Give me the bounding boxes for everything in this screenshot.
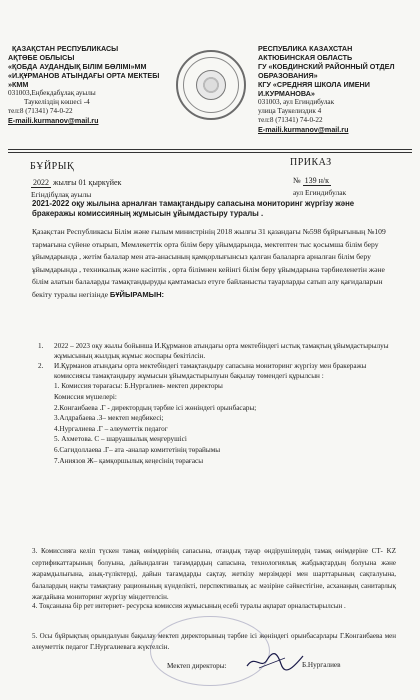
commission-member: 5. Ахметова. С – шаруашылық меңгерушісі [54, 435, 187, 444]
header-right-russian [258, 44, 418, 134]
header-left-address1: 031003,Еңбекдабұлақ ауылы [8, 89, 96, 97]
header-right-email: E-maili.kurmanov@mail.ru [258, 125, 349, 134]
signature-label: Мектеп директоры: [167, 662, 227, 670]
paragraph-5: 5. Осы бұйрықтың орындалуын бақылау мектеп директорының тәрбие ісі жөніндегі орынбасарлары Г.Конгаибаева мен әлеуметтік педагог Г.Нургалиевага жүктелсін. [32, 632, 396, 651]
commission-chair: 1. Комиссия төрағасы: Б.Нургалиев- мектеп директоры [54, 382, 223, 391]
header-right-line1: РЕСПУБЛИКА КАЗАХСТАН [258, 44, 353, 53]
header-left-phone: тел:8 (71341) 74-0-22 [8, 107, 73, 115]
commission-members-label: Комиссия мүшелері: [54, 392, 117, 401]
header-left-email: E-maili.kurmanov@mail.ru [8, 116, 99, 125]
order-items [32, 342, 398, 466]
emblem-center [196, 70, 226, 100]
handwritten-signature [245, 650, 305, 672]
order-number-value: 139 н/к [304, 176, 330, 185]
header-right-line2: АКТЮБИНСКАЯ ОБЛАСТЬ [258, 53, 353, 62]
order-keyword: БҰЙЫРАМЫН: [109, 289, 165, 299]
header-left-line4: «И.ҚҰРМАНОВ АТЫНДАҒЫ ОРТА МЕКТЕБІ »КММ [8, 71, 160, 89]
item-number: 1. [38, 342, 44, 350]
order-number-sign: № [293, 176, 301, 185]
commission-member: 2.Конгаибаева .Г - директордың тәрбие ісі жөніндегі орынбасары; [54, 403, 257, 412]
item-number: 2. [38, 362, 44, 371]
list-item [32, 362, 398, 381]
order-subject-title: 2021-2022 оқу жылына арналған тамақтандыру сапасына мониторинг жүргізу және бракеражы комиссияның жұмысын ұйымдастыру туралы . [32, 199, 355, 218]
header-divider-top [8, 149, 412, 150]
village-russian: аул Егиндибулак [293, 188, 347, 197]
order-title-russian: ПРИКАЗ [290, 157, 332, 168]
preamble [32, 226, 400, 302]
order-date [31, 178, 121, 187]
header-left-line3: «ҚОБДА АУДАНДЫҚ БІЛІМ БӨЛІМІ»ММ [8, 62, 147, 71]
header-divider-bottom [8, 152, 412, 153]
commission-member: 6.Сагидоллаева .Г– ата -аналар комитетінің төрайымы [54, 445, 221, 454]
order-year: 2022 [33, 178, 49, 187]
list-item [32, 342, 398, 361]
commission-member: 7.Аниязов Ж– қамқоршылық кеңесінің төрағасы [54, 456, 204, 465]
item-text: 2022 – 2023 оқу жылы бойынша И.Құрманов атындағы орта мектебіндегі ыстық тамақтың ұйымдастырылуы жұмысының жылдық жұмыс жоспары бекітілсін. [54, 342, 389, 360]
commission-member: 3.Алдрабаева .З– мектеп медбикесі; [54, 414, 164, 423]
header-right-line4: КГУ «СРЕДНЯЯ ШКОЛА ИМЕНИ И.КУРМАНОВА» [258, 80, 370, 98]
header-left-line2: АҚТӨБЕ ОБЛЫСЫ [8, 53, 75, 62]
coat-of-arms-emblem [176, 50, 246, 120]
header-left-address2: Таукеліздің көшесі -4 [24, 98, 90, 106]
order-date-text: жылғы 01 қыркүйек [53, 178, 122, 187]
header-right-line3: ГУ «КОБДИНСКИЙ РАЙОННЫЙ ОТДЕЛ ОБРАЗОВАНИЯ» [258, 62, 395, 80]
header-right-phone: тел:8 (71341) 74-0-22 [258, 116, 323, 124]
commission-members [32, 381, 398, 466]
header-left-line1: ҚАЗАҚСТАН РЕСПУБЛИКАСЫ [12, 44, 119, 53]
header-right-address2: улица Таукелиздик 4 [258, 107, 322, 115]
preamble-text: Қазақстан Республикасы Білім және ғылым министрінің 2018 жылғы 31 қазандағы №598 бұйрығының №109 тармағына сүйене отырып, Мемлекеттік орта білім беру ұйымдарында, мектептен тыс қосымша білім беру ұйымдарында , жетім балалар мен ата-анасының қамқорлығынсыз қалған балаларға арналған білім беру ұйымдарында , техникалық және кәсіптік , орта білімнен кейінгі білім беру ұйымдарына тәрбиеленетін және білім алатын балаларды тамақтандыруды қамтамасыз етуге байланысты тауарларды сатып алу қағидаларын бекіту туралы негізінде [32, 227, 386, 299]
order-title-kazakh: БҰЙРЫҚ [30, 161, 75, 172]
paragraph-4: 4. Тоқсанына бір рет интернет- ресурска комиссия жұмысының есебі туралы ақпарат орналастырылсын . [32, 602, 346, 610]
item-text: И.Құрманов атындағы орта мектебіндегі тамақтандыру сапасына мониторинг жүргізу мен бракеражы комиссиясы тамақтандыру жұмысын ұйымдастырылуын бақылау төмендегі құрылсын : [54, 362, 367, 380]
commission-member: 4.Нургалиева .Г – әлеуметтік педагог [54, 424, 168, 433]
order-number [293, 176, 331, 185]
signatory-name: Б.Нургалиев [302, 661, 341, 669]
paragraph-3: 3. Комиссияға келіп түскен тамақ өнімдерінің сапасына, отандық тауар өндірушілердің тамақ өнімдеріне СТ- KZ сертификаттарының болуына, дайындалған тағамдардың сапасына, технологиялық жабдықтардың болуына және жарамдылығына, азық-түліктерді, дайын тағамдарды сақтау, жеткізу мерзімдері мен шарттарының сақталуына, балалардың нақты тамақтану рационының күнделікті, перспективалық ас мәзіріне сәйкестігіне, асханаңың санитарлық жағдайына мониторинг жүргізу міндеттелсін. [32, 547, 396, 602]
header-right-address1: 031003, аул Егиндибулак [258, 98, 335, 106]
header-left-kazakh [8, 44, 168, 125]
village-kazakh: Егіндібұлақ ауылы [31, 190, 92, 199]
